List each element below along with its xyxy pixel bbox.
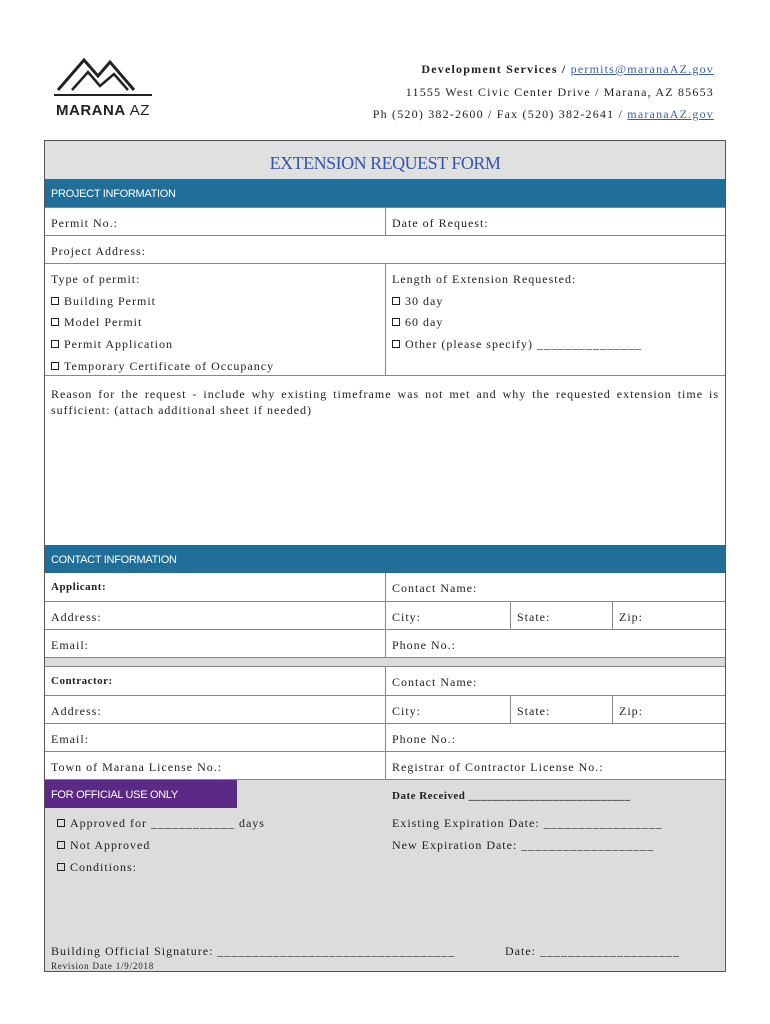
marana-logo — [54, 52, 154, 122]
contractor-state[interactable]: State: — [517, 704, 551, 718]
license-row — [45, 751, 725, 779]
applicant-address[interactable]: Address: — [51, 610, 102, 624]
official-use-heading: FOR OFFICIAL USE ONLY — [51, 789, 178, 801]
project-info-heading: PROJECT INFORMATION — [51, 188, 176, 200]
contractor-label: Contractor: — [51, 675, 113, 687]
town-license-field[interactable]: Town of Marana License No.: — [51, 760, 223, 774]
type-of-permit-label: Type of permit: — [51, 272, 141, 286]
contractor-zip[interactable]: Zip: — [619, 704, 643, 718]
contractor-email[interactable]: Email: — [51, 732, 89, 746]
checkbox-icon — [51, 297, 59, 305]
revision-date: Revision Date 1/9/2018 — [51, 961, 155, 971]
applicant-phone[interactable]: Phone No.: — [392, 638, 456, 652]
checkbox-icon — [51, 362, 59, 370]
mountain-logo-icon — [54, 52, 154, 100]
header-address: 11555 West Civic Center Drive / Marana, AZ 85653 — [405, 85, 714, 99]
section-separator — [45, 657, 725, 667]
existing-expiration-field[interactable]: Existing Expiration Date: _________________ — [392, 816, 663, 830]
applicant-state[interactable]: State: — [517, 610, 551, 624]
contractor-contact-name[interactable]: Contact Name: — [392, 675, 478, 689]
date-received-field[interactable]: Date Received ___________________________ — [392, 790, 631, 802]
signature-date-field[interactable]: Date: ____________________ — [505, 944, 680, 958]
applicant-email[interactable]: Email: — [51, 638, 89, 652]
contact-info-bar — [45, 545, 725, 573]
website-link[interactable]: maranaAZ.gov — [627, 107, 714, 121]
checkbox-model-permit[interactable]: Model Permit — [51, 315, 142, 330]
length-of-extension-label: Length of Extension Requested: — [392, 272, 577, 286]
phone-fax: Ph (520) 382-2600 / Fax (520) 382-2641 / — [372, 107, 628, 121]
permit-type-row — [45, 263, 725, 375]
contractor-email-row — [45, 723, 725, 751]
registrar-license-field[interactable]: Registrar of Contractor License No.: — [392, 760, 604, 774]
logo-text: MARANA — [56, 102, 126, 119]
contractor-phone[interactable]: Phone No.: — [392, 732, 456, 746]
contractor-address-row — [45, 695, 725, 723]
checkbox-permit-application[interactable]: Permit Application — [51, 337, 173, 352]
reason-field[interactable]: Reason for the request - include why existing timeframe was not met and why the requested extension time is sufficient: (attach additional sheet if needed) — [51, 387, 719, 417]
date-of-request-field[interactable]: Date of Request: — [392, 216, 489, 230]
applicant-email-row — [45, 629, 725, 657]
title-band — [45, 141, 725, 179]
checkbox-not-approved[interactable]: Not Approved — [57, 838, 150, 853]
official-use-section — [45, 779, 725, 971]
applicant-address-row — [45, 601, 725, 629]
header-line-1 — [421, 62, 714, 77]
reason-row — [45, 375, 725, 545]
checkbox-other[interactable]: Other (please specify) _______________ — [392, 337, 642, 352]
applicant-city[interactable]: City: — [392, 610, 422, 624]
applicant-row — [45, 573, 725, 601]
form-title: EXTENSION REQUEST FORM — [269, 153, 501, 173]
project-address-row — [45, 235, 725, 263]
checkbox-conditions[interactable]: Conditions: — [57, 860, 137, 875]
logo-suffix: AZ — [129, 102, 150, 119]
checkbox-icon — [392, 340, 400, 348]
contractor-city[interactable]: City: — [392, 704, 422, 718]
project-address-field[interactable]: Project Address: — [51, 244, 146, 258]
checkbox-30-day[interactable]: 30 day — [392, 294, 443, 309]
email-link[interactable]: permits@maranaAZ.gov — [570, 62, 714, 76]
checkbox-icon — [57, 841, 65, 849]
checkbox-icon — [51, 340, 59, 348]
signature-field[interactable]: Building Official Signature: __________________________________ — [51, 944, 456, 958]
checkbox-approved[interactable]: Approved for ____________ days — [57, 816, 265, 831]
contact-info-heading: CONTACT INFORMATION — [51, 554, 177, 566]
applicant-contact-name[interactable]: Contact Name: — [392, 581, 478, 595]
permit-row — [45, 207, 725, 235]
checkbox-temporary-co[interactable]: Temporary Certificate of Occupancy — [51, 359, 274, 374]
contractor-address[interactable]: Address: — [51, 704, 102, 718]
extension-request-form — [44, 140, 726, 972]
applicant-zip[interactable]: Zip: — [619, 610, 643, 624]
contractor-row — [45, 667, 725, 695]
checkbox-icon — [51, 318, 59, 326]
checkbox-60-day[interactable]: 60 day — [392, 315, 443, 330]
checkbox-icon — [392, 297, 400, 305]
project-info-bar — [45, 179, 725, 207]
department-name: Development Services / — [421, 62, 571, 76]
checkbox-building-permit[interactable]: Building Permit — [51, 294, 156, 309]
header-line-3 — [373, 107, 714, 122]
permit-no-field[interactable]: Permit No.: — [51, 216, 118, 230]
checkbox-icon — [57, 863, 65, 871]
new-expiration-field[interactable]: New Expiration Date: ___________________ — [392, 838, 655, 852]
applicant-label: Applicant: — [51, 581, 107, 593]
official-use-bar — [45, 780, 237, 808]
checkbox-icon — [57, 819, 65, 827]
checkbox-icon — [392, 318, 400, 326]
